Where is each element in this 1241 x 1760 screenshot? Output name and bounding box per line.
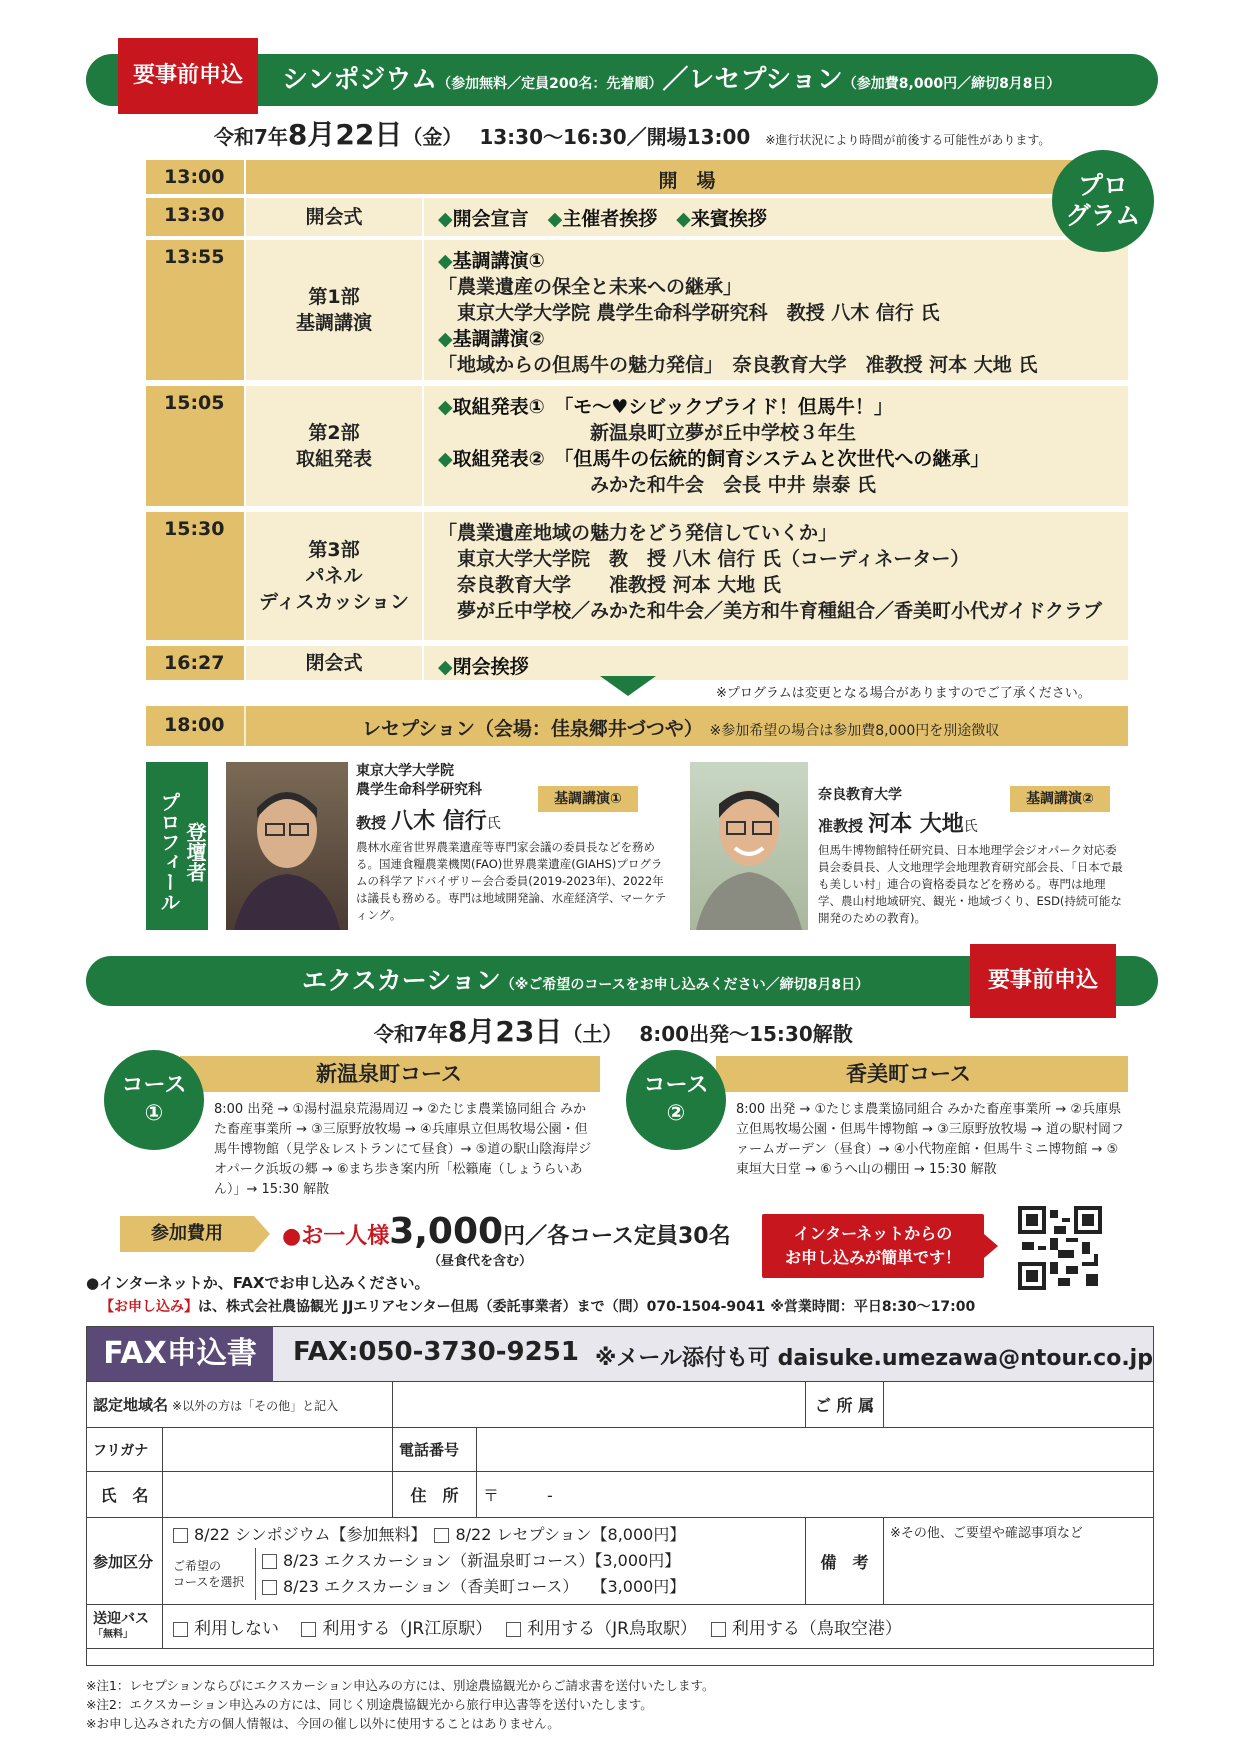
affiliation-input[interactable] [884, 1382, 1154, 1428]
bus-tottori-ap-checkbox[interactable] [711, 1622, 726, 1637]
bus-ebara: 利用する（JR江原駅） [322, 1619, 484, 1639]
ex-date-dow: （土） [562, 1022, 623, 1046]
ex-date-main: 8月23日 [447, 1015, 563, 1048]
contact-line-1: ●インターネットか、FAXでお申し込みください。 [86, 1274, 430, 1292]
furigana-input[interactable] [163, 1428, 393, 1472]
program-section: 開会式 [246, 198, 422, 236]
contact-text: は、株式会社農協観光 JJエリアセンター但馬（委託事業者）まで（問）070-1504-9041 ※営業時間：平日8:30〜17:00 [198, 1299, 976, 1315]
footnote-1: ※注1：レセプションならびにエクスカーション申込みの方には、別途農協観光からご請求書を送付いたします。 [86, 1678, 715, 1693]
fee-label: 参加費用 [120, 1216, 254, 1252]
fax-number: FAX:050-3730-9251 [293, 1337, 579, 1367]
date-time: 13:30〜16:30／開場13:00 [479, 125, 751, 149]
fee-arrow [254, 1216, 270, 1252]
program-row [146, 240, 1128, 380]
fee-amount: 3,000 [389, 1211, 504, 1252]
internet-box-arrow [984, 1234, 998, 1258]
program-body-line: ◆取組発表① 「モ〜♥シビックプライド！但馬牛！」 [438, 396, 893, 418]
fax-email: ※メール添付も可 daisuke.umezawa@ntour.co.jp [595, 1346, 1153, 1371]
bus-ebara-checkbox[interactable] [301, 1622, 316, 1637]
speaker-1-role: 教授 [356, 814, 387, 832]
course-2-name: 香美町コース [846, 1062, 971, 1086]
speaker-1-suffix: 氏 [486, 816, 501, 832]
bus-none-checkbox[interactable] [173, 1622, 188, 1637]
excursion-title-note: （※ご希望のコースをお申し込みください／締切8月8日） [500, 977, 870, 993]
furigana-label: フリガナ [87, 1428, 163, 1472]
ex-date-prefix: 令和7年 [374, 1022, 448, 1046]
program-body [424, 386, 1128, 506]
program-time: 16:27 [146, 646, 244, 680]
speaker-2-badge: 基調講演② [1010, 786, 1110, 812]
excursion-title-text: エクスカーション [302, 966, 501, 995]
reception-title-text: ／レセプション [662, 65, 843, 95]
fax-title: FAX申込書 [87, 1327, 273, 1381]
program-row [146, 160, 1128, 194]
bus-label: 送迎バス [93, 1610, 149, 1627]
program-body [424, 512, 1128, 640]
region-note: ※以外の方は「その他」と記入 [172, 1399, 339, 1413]
bus-none: 利用しない [194, 1619, 279, 1639]
speaker-photo-2 [690, 762, 808, 930]
name-label: 氏 名 [87, 1472, 163, 1518]
course-2-route: 8:00 出発 → ①たじま農業協同組合 みかた畜産事業所 → ②兵庫県立但馬牧場公園・但馬牛博物館 → ③三原野放牧場 → 道の駅村岡ファームガーデン（昼食）→ ④小代物産館・但馬牛ミニ博物館 → ⑤東垣大日堂 → ⑥うへ山の棚田 → 15:30 解散 [736, 1102, 1124, 1177]
speaker-2-bio: 但馬牛博物館特任研究員、日本地理学会ジオパーク対応委員会委員長、人文地理学会地理教育研究部会長、「日本で最も美しい村」連合の資格委員などを務める。専門は地理学、農山村地域研究、観光・地域づくり、ESD(持続可能な開発のための教育)。 [818, 843, 1123, 925]
footnote-3: ※お申し込みされた方の個人情報は、今回の催し以外に使用することはありません。 [86, 1716, 560, 1731]
opt-course1: 8/23 エクスカーション（新温泉町コース）【3,000円】 [283, 1551, 681, 1570]
fee-unit: 円 [503, 1224, 526, 1249]
reception-row [146, 706, 1128, 746]
remarks-input[interactable]: ※その他、ご要望や確認事項など [884, 1518, 1154, 1605]
speaker-2-role: 准教授 [818, 817, 864, 835]
ex-date-time: 8:00出発〜15:30解散 [639, 1022, 853, 1046]
program-time: 15:30 [146, 512, 244, 640]
program-body-line: ◆閉会挨拶 [438, 656, 529, 678]
program-row [146, 198, 1128, 236]
speaker-1-bio: 農林水産省世界農業遺産等専門家会議の委員長などを務める。国連食糧農業機関(FAO)世界農業遺産(GIAHS)プログラムの科学アドバイザリー会合委員(2019-2023年)、2022年は議長も務める。専門は地域開発論、水産経済学、マーケティング。 [356, 840, 667, 922]
symposium-date-line [214, 118, 1050, 157]
program-body [424, 646, 1128, 680]
program-arrow [600, 676, 656, 696]
program-time: 13:30 [146, 198, 244, 236]
region-input[interactable] [393, 1382, 806, 1428]
program-section: 第2部 取組発表 [246, 386, 422, 506]
profile-label: 登壇者 プロフィール [146, 762, 208, 930]
opt-symposium-checkbox[interactable] [173, 1528, 188, 1543]
region-label: 認定地域名 [93, 1396, 169, 1414]
opt-reception-checkbox[interactable] [434, 1528, 449, 1543]
course-1-badge: コース ① [104, 1050, 204, 1150]
address-label: 住 所 [393, 1472, 477, 1518]
fee-pre: ●お一人様 [282, 1224, 390, 1249]
bus-label-cell [87, 1605, 163, 1649]
program-body-line: 東京大学大学院 農学生命科学研究科 教授 八木 信行 氏 [438, 302, 940, 324]
internet-box: インターネットからの お申し込みが簡単です！ [762, 1214, 984, 1278]
category-course-block [173, 1548, 795, 1600]
speaker-photo-1 [226, 762, 348, 930]
opt-course1-checkbox[interactable] [262, 1554, 277, 1569]
program-body-line: 「地域からの但馬牛の魅力発信」 奈良教育大学 准教授 河本 大地 氏 [438, 354, 1038, 376]
reception-time: 18:00 [146, 706, 244, 746]
program-body-line: ◆基調講演② [438, 328, 545, 350]
opt-symposium: 8/22 シンポジウム【参加無料】 [194, 1525, 419, 1544]
program-section: 第3部 パネル ディスカッション [246, 512, 422, 640]
fax-header [87, 1327, 1153, 1381]
date-dow: （金） [402, 125, 463, 149]
category-label: 参加区分 [87, 1518, 163, 1605]
speaker-1-badge: 基調講演① [538, 786, 638, 812]
fax-form [86, 1326, 1154, 1666]
program-time: 15:05 [146, 386, 244, 506]
excursion-title [302, 962, 869, 1004]
program-row [146, 512, 1128, 640]
bus-tottori-st: 利用する（JR鳥取駅） [527, 1619, 689, 1639]
bus-options [163, 1605, 1154, 1649]
program-section: 第1部 基調講演 [246, 240, 422, 380]
program-body: 開 場 [246, 160, 1128, 194]
course-1-name: 新温泉町コース [316, 1062, 462, 1086]
category-row-1 [173, 1522, 795, 1548]
course-row-2 [262, 1574, 685, 1600]
remarks-label: 備 考 [806, 1518, 884, 1605]
advance-registration-tag: 要事前申込 [118, 38, 258, 114]
speaker-2-org: 奈良教育大学 [818, 787, 902, 803]
program-body [424, 198, 1128, 236]
opt-reception: 8/22 レセプション【8,000円】 [455, 1525, 686, 1544]
category-options [163, 1518, 806, 1605]
program-note: ※プログラムは変更となる場合がありますのでご了承ください。 [716, 686, 1091, 701]
footnotes [86, 1676, 715, 1733]
phone-label: 電話番号 [393, 1428, 477, 1472]
course-select-label: ご希望の コースを選択 [173, 1559, 245, 1589]
date-prefix: 令和7年 [214, 125, 288, 149]
contact-label: 【お申し込み】 [100, 1299, 198, 1315]
opt-course2: 8/23 エクスカーション（香美町コース） 【3,000円】 [283, 1577, 686, 1596]
symposium-title [282, 60, 1061, 104]
phone-input[interactable] [477, 1428, 1154, 1472]
program-row [146, 646, 1128, 680]
program-row [146, 386, 1128, 506]
symposium-title-text: シンポジウム [282, 65, 438, 95]
contact-line-2 [100, 1296, 975, 1316]
bus-tottori-st-checkbox[interactable] [506, 1622, 521, 1637]
program-body-line: 「農業遺産の保全と未来への継承」 [438, 276, 743, 298]
excursion-date-line [374, 1014, 853, 1052]
name-input[interactable] [163, 1472, 393, 1518]
speaker-1-name: 八木 信行 [391, 809, 487, 834]
excursion-registration-tag: 要事前申込 [970, 944, 1116, 1018]
opt-course2-checkbox[interactable] [262, 1580, 277, 1595]
program-body-line: 夢が丘中学校／みかた和牛会／美方和牛育種組合／香美町小代ガイドクラブ [438, 600, 1103, 622]
date-note: ※進行状況により時間が前後する可能性があります。 [765, 133, 1051, 147]
course-row-1 [262, 1548, 685, 1574]
reception-title-note: （参加費8,000円／締切8月8日） [842, 76, 1061, 92]
bus-sub: 「無料」 [93, 1628, 133, 1640]
address-input[interactable]: 〒 - [477, 1472, 1154, 1518]
affiliation-label: ご 所 属 [806, 1382, 884, 1428]
footnote-2: ※注2：エクスカーション申込みの方には、同じく別途農協観光から旅行申込書等を送付いたします。 [86, 1697, 653, 1712]
program-body-line: 新温泉町立夢が丘中学校３年生 [438, 422, 857, 444]
program-body-line: 「農業遺産地域の魅力をどう発信していくか」 [438, 522, 838, 544]
course-1-route: 8:00 出発 → ①湯村温泉荒湯周辺 → ②たじま農業協同組合 みかた畜産事業所 → ③三原野放牧場 → ④兵庫県立但馬牧場公園・但馬牛博物館（見学＆レストランにて昼食）→ ⑤道の駅山陰海岸ジオパーク浜坂の郷 → ⑥まち歩き案内所「松籟庵（しょうらいあん）」→ 15:30 解散 [214, 1102, 592, 1197]
speaker-1-org: 東京大学大学院 農学生命科学研究科 [356, 763, 482, 798]
fee-post: ／各コース定員30名 [525, 1224, 731, 1249]
program-body-line: ◆基調講演① [438, 250, 545, 272]
program-body-line: みかた和牛会 会長 中井 崇泰 氏 [438, 474, 876, 496]
program-body-line: ◆取組発表② 「但馬牛の伝統的飼育システムと次世代への継承」 [438, 448, 990, 470]
program-badge: プロ グラム [1052, 150, 1154, 252]
speaker-2-suffix: 氏 [963, 819, 978, 835]
course-2-badge: コース ② [626, 1050, 726, 1150]
program-body-line: ◆開会宣言 ◆主催者挨拶 ◆来賓挨拶 [438, 208, 767, 230]
course-options [255, 1548, 685, 1600]
program-time: 13:55 [146, 240, 244, 380]
date-main: 8月22日 [287, 118, 403, 151]
program-body-line: 奈良教育大学 准教授 河本 大地 氏 [438, 574, 781, 596]
fee-sub: （昼食代を含む） [428, 1254, 533, 1269]
reception-text: レセプション（会場：佳泉郷井づつや） [362, 718, 703, 740]
program-body-line: 東京大学大学院 教 授 八木 信行 氏（コーディネーター） [438, 548, 970, 570]
fax-form-table [86, 1381, 1154, 1649]
reception-note: ※参加希望の場合は参加費8,000円を別途徴収 [709, 723, 1000, 739]
reception-text-cell [246, 706, 1128, 746]
speaker-2-name: 河本 大地 [868, 812, 964, 837]
region-label-cell [87, 1382, 393, 1428]
qr-code[interactable] [1018, 1206, 1102, 1290]
symposium-title-note: （参加無料／定員200名：先着順） [437, 76, 663, 92]
program-time: 13:00 [146, 160, 244, 194]
program-body [424, 240, 1128, 380]
program-section: 閉会式 [246, 646, 422, 680]
bus-tottori-ap: 利用する（鳥取空港） [731, 1619, 902, 1639]
